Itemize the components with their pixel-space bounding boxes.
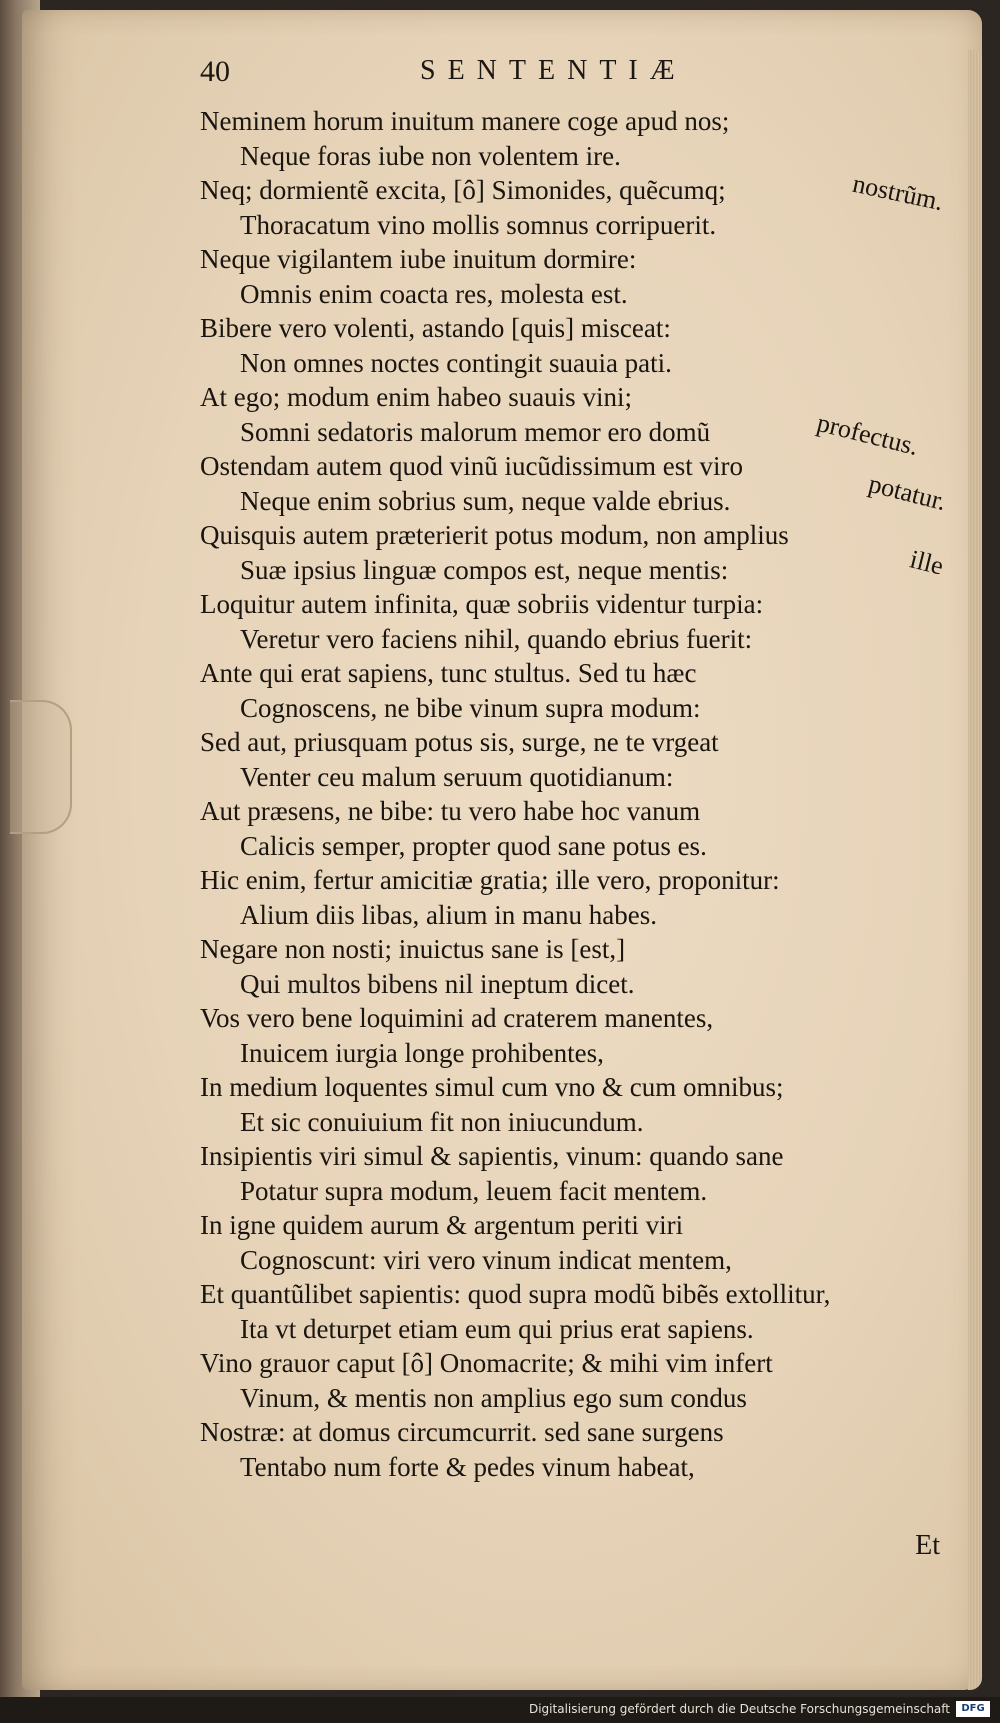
page-number: 40: [200, 55, 230, 88]
overflow-word-ille: ille: [907, 544, 947, 581]
footer-bar: [0, 1697, 1000, 1723]
verse-line: Potatur supra modum, leuem facit mentem.: [240, 1175, 708, 1206]
verse-line: Insipientis viri simul & sapientis, vinum: quando sane: [200, 1141, 784, 1171]
verse-line: At ego; modum enim habeo suauis vini;: [200, 382, 632, 412]
digitization-credit: Digitalisierung gefördert durch die Deutsche Forschungsgemeinschaft: [528, 1702, 950, 1716]
verse-line: Bibere vero volenti, astando [quis] misceat:: [200, 313, 671, 343]
verse-line: Ostendam autem quod vinũ iucũdissimum est viro: [200, 451, 743, 481]
verse-line: Vos vero bene loquimini ad craterem manentes,: [200, 1003, 714, 1033]
verse-line: Negare non nosti; inuictus sane is [est,]: [200, 934, 626, 964]
verse-line: Qui multos bibens nil ineptum dicet.: [240, 968, 635, 999]
overflow-word-nostrum: nostrũm.: [850, 168, 946, 217]
verse-line: Ita vt deturpet etiam eum qui prius erat sapiens.: [240, 1313, 754, 1344]
page-edge: [968, 50, 982, 1690]
verse-line: Somni sedatoris malorum memor ero domũ: [240, 416, 711, 447]
verse-text-block: [200, 104, 960, 1484]
verse-line: Inuicem iurgia longe prohibentes,: [240, 1037, 604, 1068]
verse-line: Veretur vero faciens nihil, quando ebrius fuerit:: [240, 623, 753, 654]
verse-line: Venter ceu malum seruum quotidianum:: [240, 761, 674, 792]
verse-line: Sed aut, priusquam potus sis, surge, ne te vrgeat: [200, 727, 719, 757]
verse-line: Alium diis libas, alium in manu habes.: [240, 899, 657, 930]
verse-line: Et sic conuiuium fit non iniucundum.: [240, 1106, 644, 1137]
verse-line: Loquitur autem infinita, quæ sobriis videntur turpia:: [200, 589, 764, 619]
running-title: SENTENTIÆ: [420, 55, 687, 86]
verse-line: Nostræ: at domus circumcurrit. sed sane surgens: [200, 1417, 724, 1447]
page-clasp: [10, 700, 72, 834]
verse-line: Vino grauor caput [ô] Onomacrite; & mihi vim infert: [200, 1348, 773, 1378]
verse-line: Neq; dormientẽ excita, [ô] Simonides, quẽcumq;: [200, 175, 726, 205]
dfg-logo: DFG: [956, 1701, 990, 1717]
verse-line: Calicis semper, propter quod sane potus es.: [240, 830, 707, 861]
verse-line: Omnis enim coacta res, molesta est.: [240, 278, 628, 309]
verse-line: Neque enim sobrius sum, neque valde ebrius.: [240, 485, 731, 516]
verse-line: Neque foras iube non volentem ire.: [240, 140, 621, 171]
verse-line: Cognoscens, ne bibe vinum supra modum:: [240, 692, 701, 723]
overflow-word-potatur: potatur.: [865, 468, 950, 517]
verse-line: Cognoscunt: viri vero vinum indicat mentem,: [240, 1244, 732, 1275]
verse-line: Quisquis autem præterierit potus modum, non amplius: [200, 520, 789, 550]
catchword: Et: [915, 1530, 940, 1561]
verse-line: In medium loquentes simul cum vno & cum omnibus;: [200, 1072, 784, 1102]
verse-line: Suæ ipsius linguæ compos est, neque mentis:: [240, 554, 729, 585]
verse-line: In igne quidem aurum & argentum periti viri: [200, 1210, 684, 1240]
verse-line: Ante qui erat sapiens, tunc stultus. Sed tu hæc: [200, 658, 697, 688]
page-header: [200, 55, 780, 95]
verse-line: Thoracatum vino mollis somnus corripuerit.: [240, 209, 717, 240]
verse-line: Tentabo num forte & pedes vinum habeat,: [240, 1451, 695, 1482]
verse-line: Aut præsens, ne bibe: tu vero habe hoc vanum: [200, 796, 701, 826]
verse-line: Neminem horum inuitum manere coge apud nos;: [200, 106, 730, 136]
overflow-word-profectus: profectus.: [814, 407, 922, 462]
verse-line: Et quantũlibet sapientis: quod supra modũ bibẽs extollitur,: [200, 1279, 831, 1309]
verse-line: Neque vigilantem iube inuitum dormire:: [200, 244, 637, 274]
verse-line: Non omnes noctes contingit suauia pati.: [240, 347, 672, 378]
verse-line: Hic enim, fertur amicitiæ gratia; ille vero, proponitur:: [200, 865, 780, 895]
verse-line: Vinum, & mentis non amplius ego sum condus: [240, 1382, 747, 1413]
